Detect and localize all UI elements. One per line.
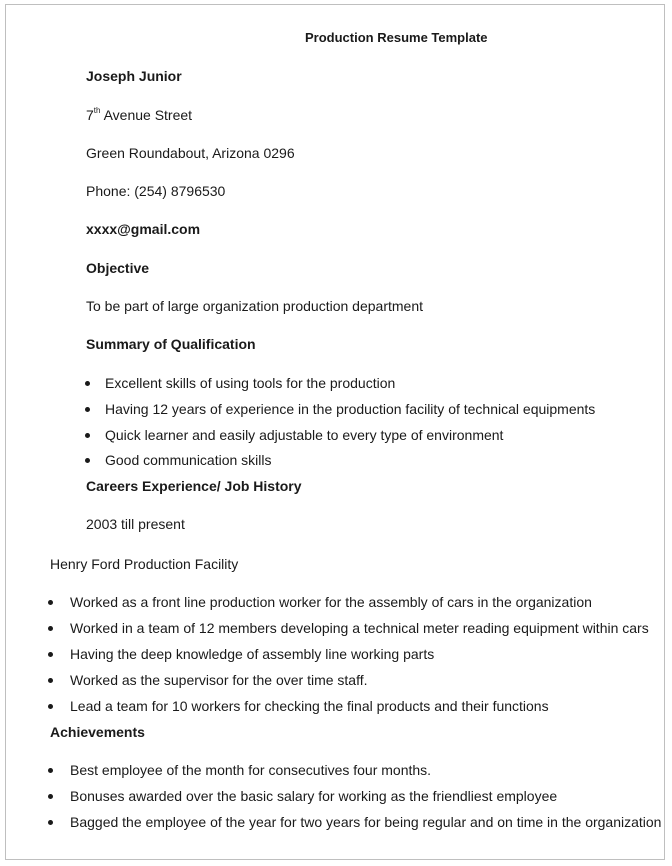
bullet-icon <box>48 820 53 825</box>
bullet-icon <box>85 433 90 438</box>
list-item: Bonuses awarded over the basic salary for working as the friendliest employee <box>70 788 557 805</box>
experience-heading: Careers Experience/ Job History <box>86 478 302 494</box>
objective-text: To be part of large organization production department <box>86 298 423 314</box>
company-name: Henry Ford Production Facility <box>50 556 239 572</box>
bullet-icon <box>85 458 90 463</box>
qualification-heading: Summary of Qualification <box>86 336 256 352</box>
phone-number: Phone: (254) 8796530 <box>86 183 226 199</box>
bullet-icon <box>48 600 53 605</box>
achievements-heading: Achievements <box>50 724 145 740</box>
address-line-2: Green Roundabout, Arizona 0296 <box>86 145 295 161</box>
list-item: Having the deep knowledge of assembly line working parts <box>70 646 434 663</box>
list-item: Lead a team for 10 workers for checking the final products and their functions <box>70 698 549 715</box>
bullet-icon <box>85 407 90 412</box>
applicant-name: Joseph Junior <box>86 68 182 84</box>
list-item: Quick learner and easily adjustable to every type of environment <box>105 427 503 444</box>
address-line-1: 7th Avenue Street <box>86 106 193 123</box>
bullet-icon <box>48 794 53 799</box>
list-item: Bagged the employee of the year for two years for being regular and on time in the organization <box>70 814 661 831</box>
list-item: Worked as the supervisor for the over time staff. <box>70 672 368 689</box>
bullet-icon <box>85 381 90 386</box>
list-item: Excellent skills of using tools for the production <box>105 375 395 392</box>
bullet-icon <box>48 768 53 773</box>
bullet-icon <box>48 626 53 631</box>
list-item: Worked in a team of 12 members developing a technical meter reading equipment within cars <box>70 620 649 637</box>
list-item: Worked as a front line production worker for the assembly of cars in the organization <box>70 594 592 611</box>
list-item: Good communication skills <box>105 452 272 469</box>
objective-heading: Objective <box>86 260 150 276</box>
experience-period: 2003 till present <box>86 516 185 532</box>
list-item: Having 12 years of experience in the production facility of technical equipments <box>105 401 595 418</box>
bullet-icon <box>48 678 53 683</box>
bullet-icon <box>48 704 53 709</box>
document-title: Production Resume Template <box>305 30 488 45</box>
bullet-icon <box>48 652 53 657</box>
list-item: Best employee of the month for consecutives four months. <box>70 762 431 779</box>
email-address: xxxx@gmail.com <box>86 221 201 237</box>
